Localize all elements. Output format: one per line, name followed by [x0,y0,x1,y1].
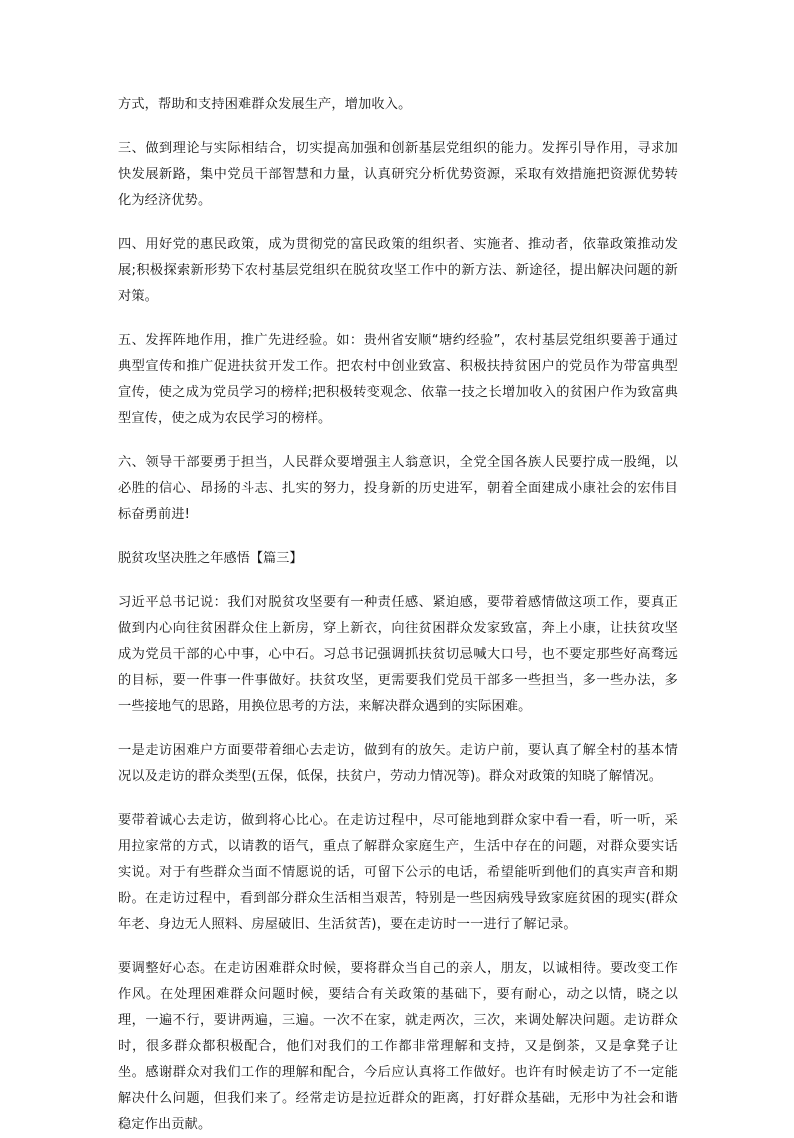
section-title: 脱贫攻坚决胜之年感悟 [118,551,250,566]
paragraph-visit-sincerely: 要带着诚心去走访，做到将心比心。在走访过程中，尽可能地到群众家中看一看，听一听，采用拉家常的方式，以请教的语气，重点了解群众家庭生产，生活中存在的问题，对群众要实话实说。对于有些群众当面不情愿说的话，可留下公示的电话，希望能听到他们的真实声音和期盼。在走访过程中，看到部分群众生活相当艰苦，特别是一些因病残导致家庭贫困的现实(群众年老、身边无人照料、房屋破旧、生活贫苦)，要在走访时一一进行了解记录。 [118,813,678,932]
paragraph-point-five: 五、发挥阵地作用，推广先进经验。如：贵州省安顺“塘约经验”，农村基层党组织要善于通过典型宣传和推广促进扶贫开发工作。把农村中创业致富、积极扶持贫困户的党员作为带富典型宣传，使之成为党员学习的榜样;把积极转变观念、依靠一技之长增加收入的贫困户作为致富典型宣传，使之成为农民学习的榜样。 [118,333,678,426]
paragraph-support-production: 方式，帮助和支持困难群众发展生产，增加收入。 [118,97,412,112]
paragraph-point-six: 六、领导干部要勇于担当，人民群众要增强主人翁意识，全党全国各族人民要拧成一股绳，以必胜的信心、昂扬的斗志、扎实的努力，投身新的历史进军，朝着全面建成小康社会的宏伟目标奋勇前进! [118,455,678,522]
paragraph-point-three: 三、做到理论与实际相结合，切实提高加强和创新基层党组织的能力。发挥引导作用，寻求加快发展新路，集中党员干部智慧和力量，认真研究分析优势资源，采取有效措施把资源优势转化为经济优势。 [118,141,678,208]
section-tag: 【篇三】 [249,551,303,566]
paragraph-adjust-mindset: 要调整好心态。在走访困难群众时候，要将群众当自己的亲人，朋友，以诚相待。要改变工作作风。在处理困难群众问题时候，要结合有关政策的基础下，要有耐心，动之以情，晓之以理，一遍不行，要讲两遍，三遍。一次不在家，就走两次，三次，来调处解决问题。走访群众时，很多群众都积极配合，他们对我们的工作都非常理解和支持，又是倒茶，又是拿凳子让坐。感谢群众对我们工作的理解和配合，今后应认真将工作做好。也许有时候走访了不一定能解决什么问题，但我们来了。经常走访是拉近群众的距离，打好群众基础，无形中为社会和谐稳定作出贡献。 [118,961,678,1132]
paragraph-point-four: 四、用好党的惠民政策，成为贯彻党的富民政策的组织者、实施者、推动者，依靠政策推动发展;积极探索新形势下农村基层党组织在脱贫攻坚工作中的新方法、新途径，提出解决问题的新对策。 [118,237,678,304]
section-heading [118,546,678,572]
paragraph-visit-carefully: 一是走访困难户方面要带着细心去走访，做到有的放矢。走访户前，要认真了解全村的基本情况以及走访的群众类型(五保，低保，扶贫户，劳动力情况等)。群众对政策的知晓了解情况。 [118,743,678,784]
paragraph-xi-quote: 习近平总书记说：我们对脱贫攻坚要有一种责任感、紧迫感，要带着感情做这项工作，要真正做到内心向往贫困群众住上新房，穿上新衣，向往贫困群众发家致富，奔上小康，让扶贫攻坚成为党员干部的心中事，心中石。习总书记强调抓扶贫切忌喊大口号，也不要定那些好高骛远的目标，要一件事一件事做好。扶贫攻坚，更需要我们党员干部多一些担当，多一些办法，多一些接地气的思路，用换位思考的方法，来解决群众遇到的实际困难。 [118,595,678,714]
document-page [118,92,678,1138]
